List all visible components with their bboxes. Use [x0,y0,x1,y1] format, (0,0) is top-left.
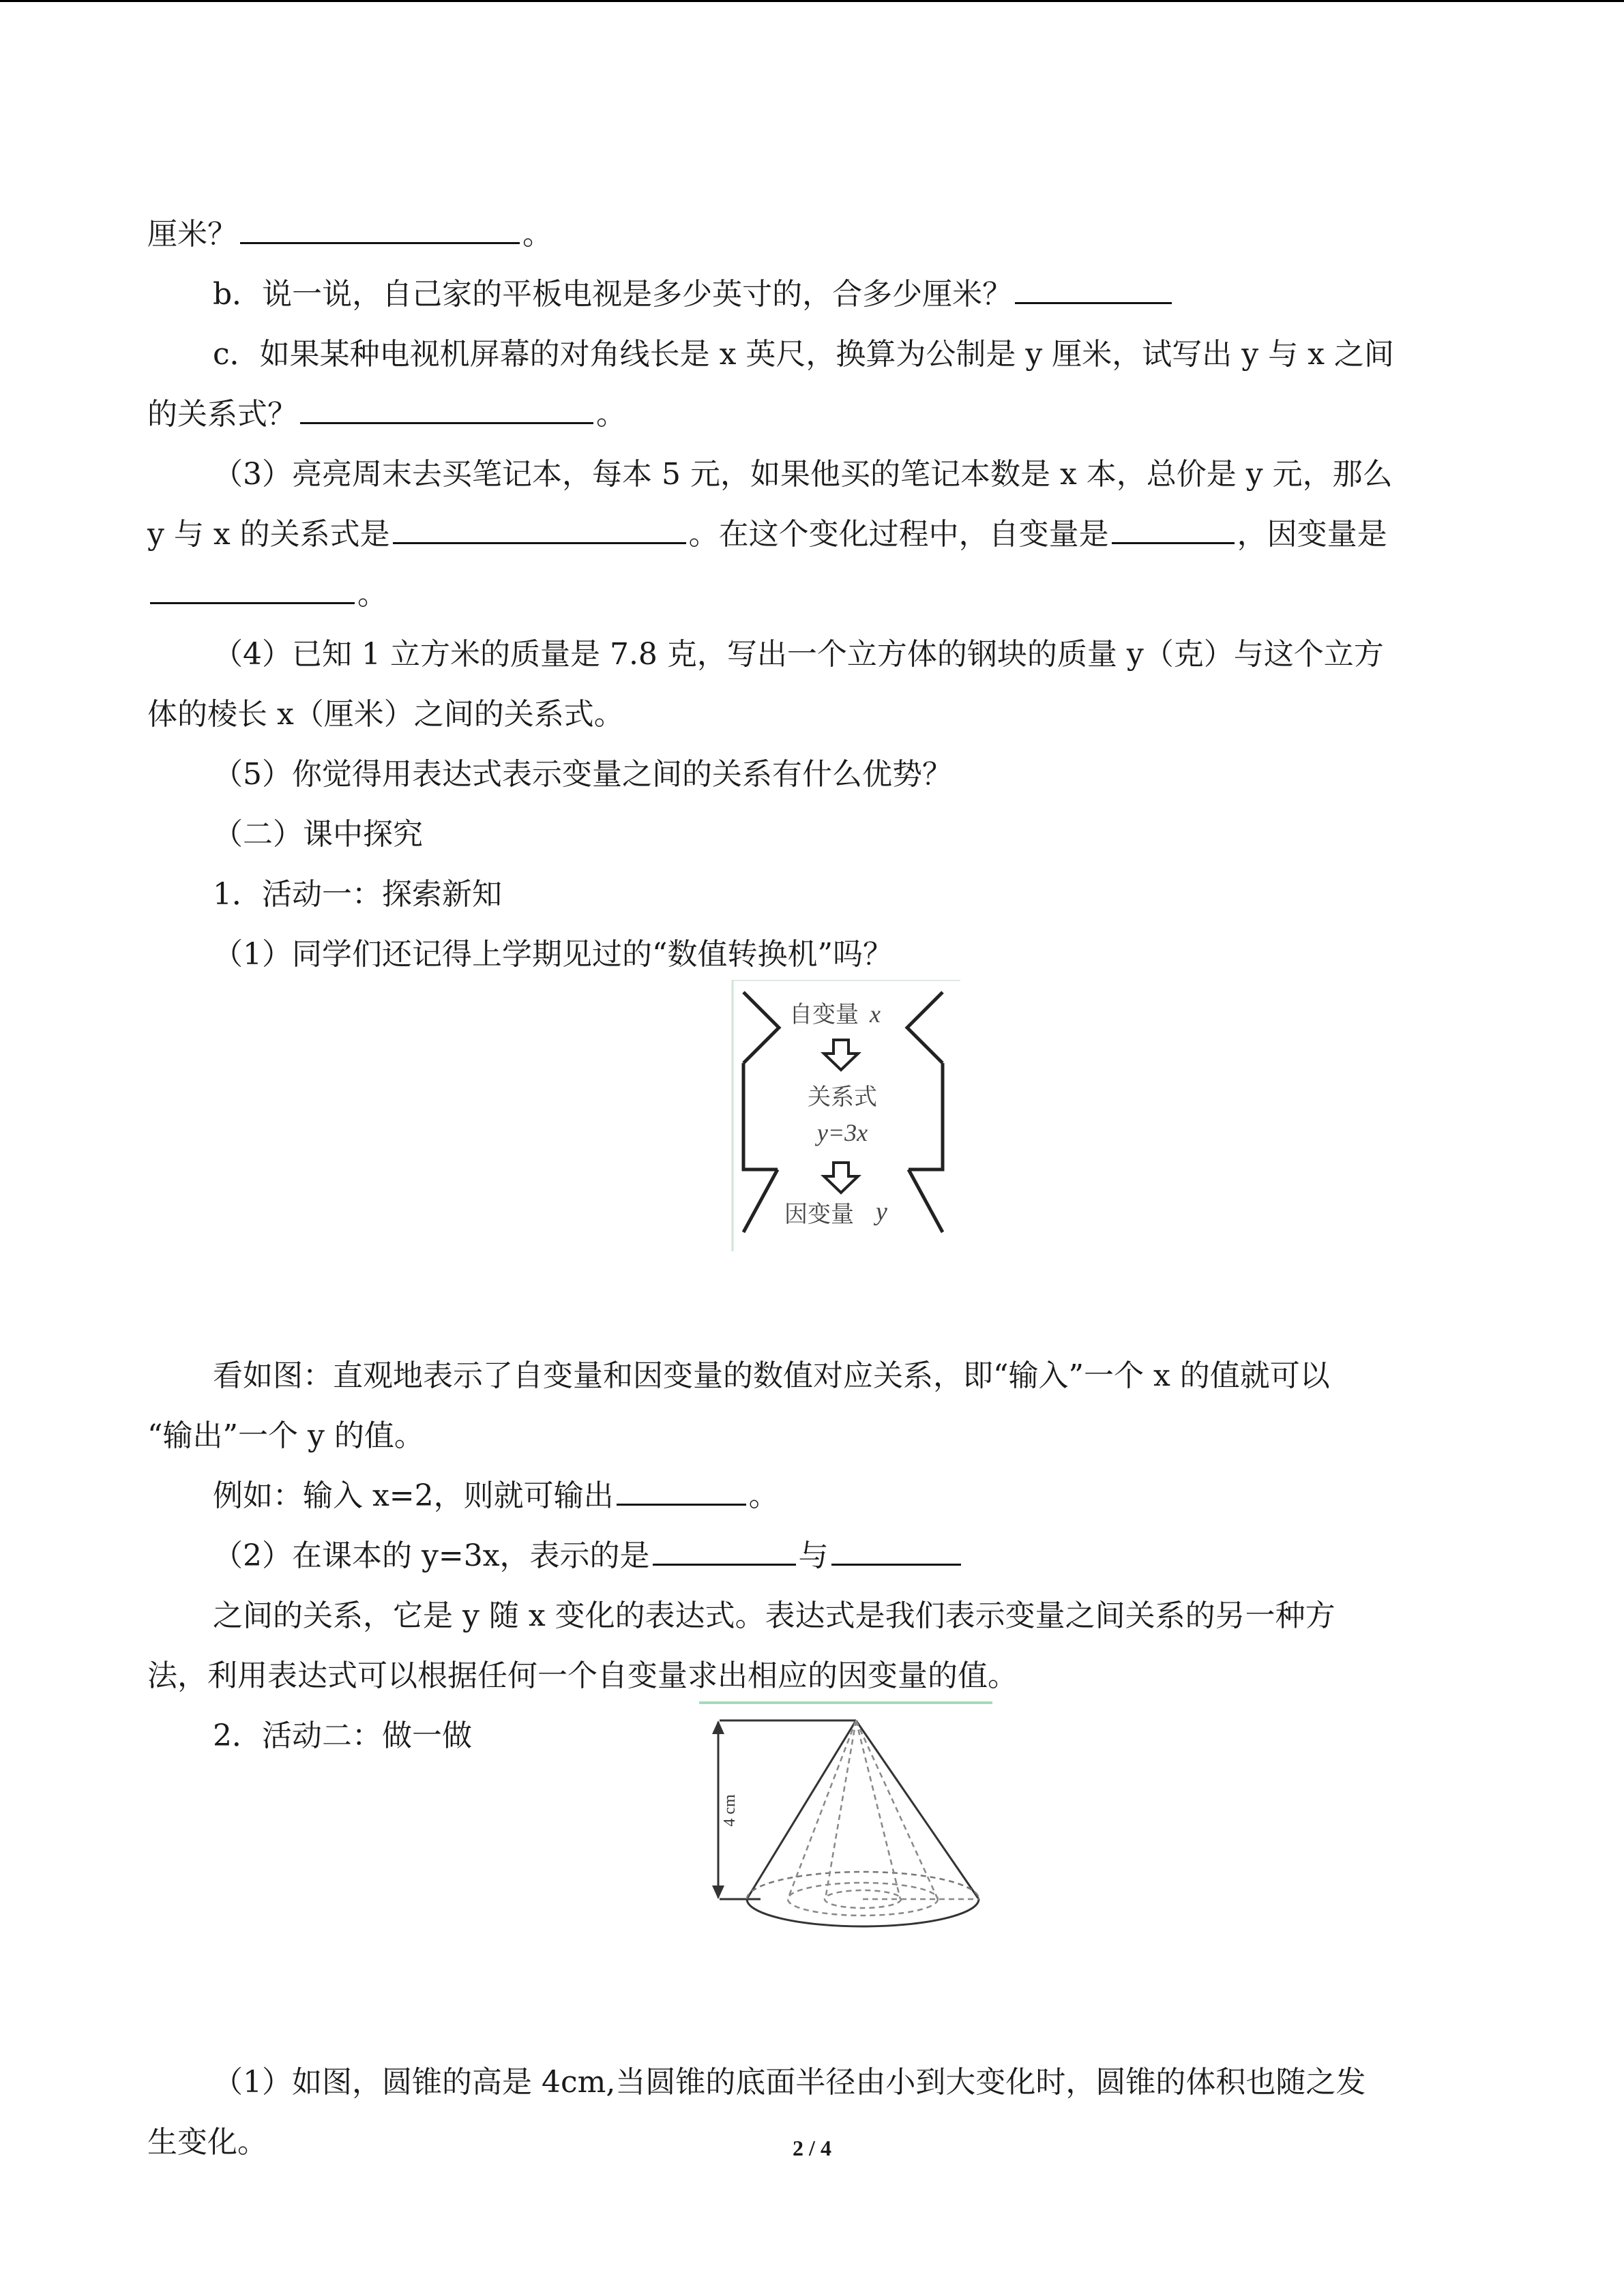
line-text: “输出”一个 y 的值。 [147,1418,424,1453]
line-text: （5）你觉得用表达式表示变量之间的关系有什么优势？ [213,757,952,792]
line-text: （1）同学们还记得上学期见过的“数值转换机”吗？ [213,937,893,972]
output-label: 因变量 [784,1201,854,1228]
line-text: 体的棱长 x（厘米）之间的关系式。 [147,697,624,732]
formula-label: 关系式 [808,1084,877,1111]
line-text: （2）在课本的 y=3x，表示的是 [213,1538,650,1573]
line-text: 的关系式？ [147,397,297,432]
answer-blank[interactable] [393,512,686,544]
text-line [147,1466,1477,1526]
funnel-right-top [907,992,943,1063]
arrow-down-icon [824,1040,858,1070]
line-text: （4）已知 1 立方米的质量是 7.8 克，写出一个立方体的钢块的质量 y（克）与这个立方 [213,637,1384,672]
answer-blank[interactable] [1015,272,1172,304]
text-line [147,385,1477,445]
text-line [147,325,1477,385]
answer-blank[interactable] [240,212,520,244]
line-text: 法，利用表达式可以根据任何一个自变量求出相应的因变量的值。 [147,1658,1018,1693]
answer-blank[interactable] [300,392,593,424]
funnel-right-bottom [909,1169,943,1232]
funnel-left-top [743,992,779,1063]
text-block-1 [147,205,1477,985]
page-top-border [0,0,1624,2]
text-line [147,445,1477,505]
text-line [147,1346,1477,1406]
dimension-arrow-up [712,1720,724,1734]
text-line [147,745,1477,805]
line-text: 看如图：直观地表示了自变量和因变量的数值对应关系，即“输入”一个 x 的值就可以 [213,1358,1330,1393]
height-label: 4 cm [721,1794,739,1827]
text-line [147,565,1477,625]
formula: y=3x [816,1119,868,1146]
text-line [147,1586,1477,1646]
line-text: 之间的关系，它是 y 随 x 变化的表达式。表达式是我们表示变量之间关系的另一种方 [213,1598,1335,1633]
output-var: y [876,1197,887,1226]
input-label: 自变量 [789,1001,859,1028]
line-text: c．如果某种电视机屏幕的对角线长是 x 英尺，换算为公制是 y 厘米，试写出 y 与 x 之间 [213,337,1394,372]
text-line [147,685,1477,745]
text-line [147,625,1477,685]
line-text: （1）如图，圆锥的高是 4cm,当圆锥的底面半径由小到大变化时，圆锥的体积也随之发 [213,2065,1366,2100]
line-text: 生变化。 [147,2125,267,2160]
text-line [147,1646,1477,1706]
answer-blank[interactable] [653,1534,796,1566]
input-var: x [870,1000,881,1028]
text-line [147,1406,1477,1466]
arrow-down-icon [824,1163,858,1193]
text-line [147,205,1477,265]
funnel-left-bottom [743,1169,778,1232]
line-tail: 。 [596,397,626,432]
line-tail: 。 [522,217,552,252]
answer-blank[interactable] [150,572,355,604]
text-line [147,265,1477,325]
line-text: （二）课中探究 [213,817,423,852]
line-tail: 与 [798,1538,829,1573]
line-tail: 。在这个变化过程中，自变量是 [688,517,1109,552]
page-number: 2 / 4 [793,2136,831,2160]
cone-figure [699,1701,992,1933]
line-text: 厘米？ [147,217,237,252]
line-text: 例如：输入 x=2，则就可输出 [213,1478,614,1513]
text-line [147,865,1477,925]
dimension-arrow-down [712,1885,724,1899]
line-tail: ，因变量是 [1237,517,1387,552]
line-text: 2．活动二：做一做 [213,1718,472,1753]
line-text: b．说一说，自己家的平板电视是多少英寸的，合多少厘米？ [213,277,1013,312]
text-line [147,805,1477,865]
answer-blank[interactable] [831,1534,961,1566]
conversion-machine-figure [731,980,960,1251]
answer-blank[interactable] [617,1474,746,1506]
text-line [147,925,1477,985]
line-tail: 。 [357,577,387,612]
text-line [147,2053,1477,2113]
line-text: （3）亮亮周末去买笔记本，每本 5 元，如果他买的笔记本数是 x 本，总价是 y 元，那么 [213,457,1393,492]
text-line [147,1526,1477,1586]
line-tail: 。 [748,1478,779,1513]
line-text: y 与 x 的关系式是 [147,517,390,552]
text-line [147,505,1477,565]
answer-blank[interactable] [1112,512,1235,544]
line-text: 1．活动一：探索新知 [213,877,502,912]
